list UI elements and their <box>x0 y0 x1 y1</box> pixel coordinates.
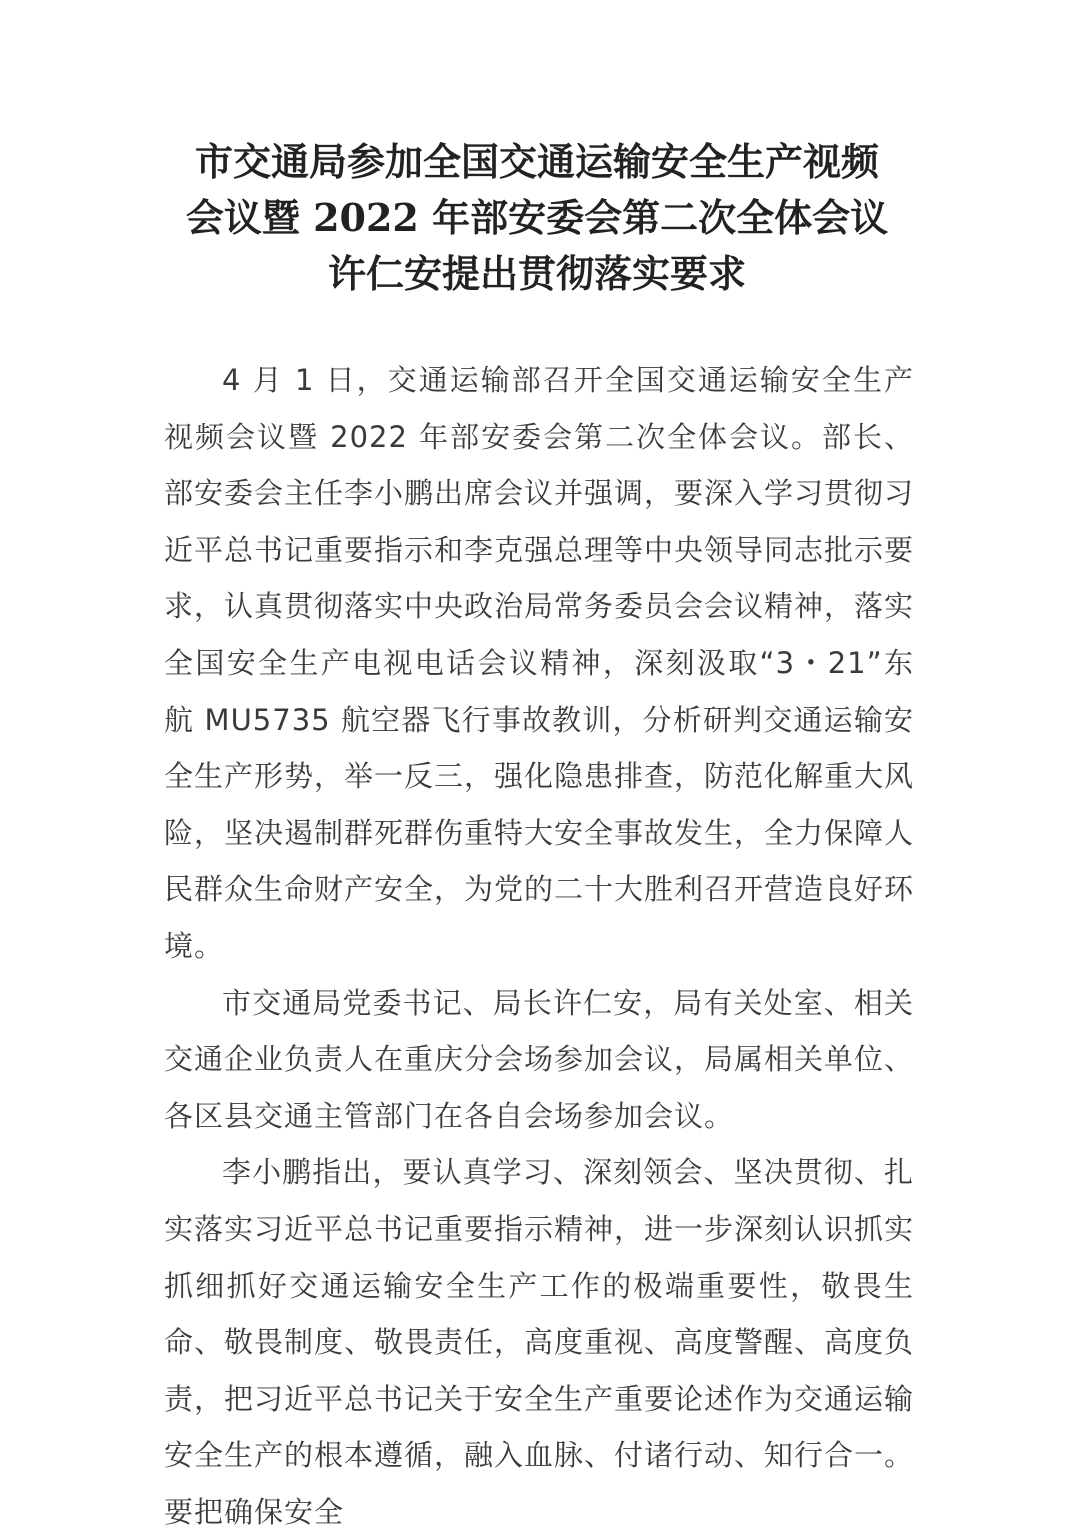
body-paragraph-3: 李小鹏指出，要认真学习、深刻领会、坚决贯彻、扎实落实习近平总书记重要指示精神，进一步深刻认识抓实抓细抓好交通运输安全生产工作的极端重要性，敬畏生命、敬畏制度、敬畏责任，高度重视、高度警醒、高度负责，把习近平总书记关于安全生产重要论述作为交通运输安全生产的根本遵循，融入血脉、付诸行动、知行合一。要把确保安全 <box>164 1155 915 1529</box>
title-line-2: 会议暨 2022 年部安委会第二次全体会议 <box>185 195 889 240</box>
document-body <box>164 352 914 1540</box>
body-paragraph-1: 4 月 1 日，交通运输部召开全国交通运输安全生产视频会议暨 2022 年部安委会第二次全体会议。部长、部安委会主任李小鹏出席会议并强调，要深入学习贯彻习近平总书记重要指示和李克强总理等中央领导同志批示要求，认真贯彻落实中央政治局常务委员会会议精神，落实全国安全生产电视电话会议精神，深刻汲取“3・21”东航 MU5735 航空器飞行事故教训，分析研判交通运输安全生产形势，举一反三，强化隐患排查，防范化解重大风险，坚决遏制群死群伤重特大安全事故发生，全力保障人民群众生命财产安全，为党的二十大胜利召开营造良好环境。 <box>164 363 915 963</box>
title-line-3: 许仁安提出贯彻落实要求 <box>327 251 746 296</box>
document-title <box>150 134 924 302</box>
title-line-1: 市交通局参加全国交通运输安全生产视频 <box>194 139 879 184</box>
body-paragraph-2: 市交通局党委书记、局长许仁安，局有关处室、相关交通企业负责人在重庆分会场参加会议，局属相关单位、各区县交通主管部门在各自会场参加会议。 <box>164 985 915 1133</box>
